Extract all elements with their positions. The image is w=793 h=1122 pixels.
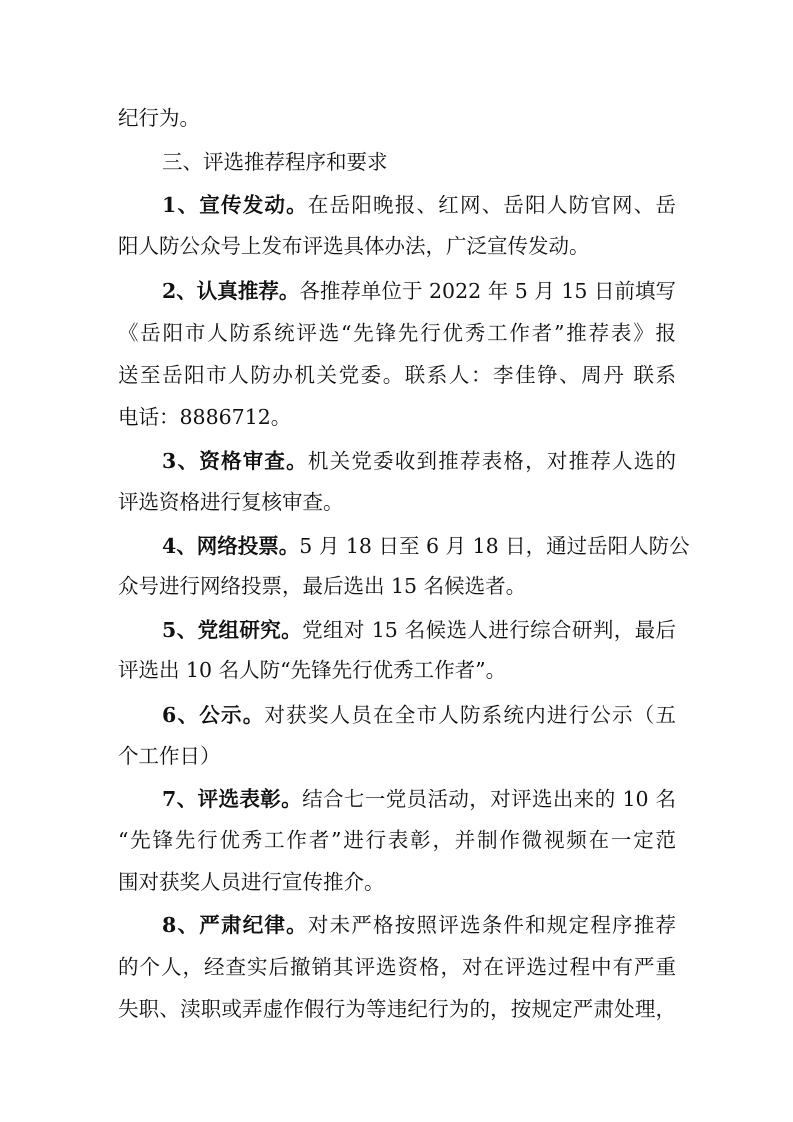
- item-2-line-3: 送至岳阳市人防办机关党委。联系人：李佳铮、周丹 联系: [118, 363, 676, 387]
- item-8-text: 对未严格按照评选条件和规定程序推荐: [307, 913, 677, 937]
- item-6-first-line: [162, 697, 676, 733]
- item-8-line-3: 失职、渎职或弄虚作假行为等违纪行为的，按规定严肃处理，: [118, 997, 676, 1021]
- item-7-line-2: “先锋先行优秀工作者”进行表彰，并制作微视频在一定范: [118, 828, 676, 852]
- item-1-first-line: [162, 187, 676, 223]
- item-2-text: 各推荐单位于 2022 年 5 月 15 日前填写: [299, 279, 677, 303]
- item-4-heading: 网络投票。: [196, 534, 300, 558]
- item-3-heading: 资格审查。: [199, 449, 308, 473]
- item-5-number: 5、: [162, 618, 198, 642]
- item-6-number: 6、: [162, 703, 200, 727]
- item-7-number: 7、: [162, 787, 198, 811]
- item-6-text: 对获奖人员在全市人防系统内进行公示（五: [264, 703, 677, 727]
- item-4-first-line: [162, 528, 690, 564]
- item-5-first-line: [162, 612, 676, 648]
- item-5-text: 党组对 15 名候选人进行综合研判，最后: [302, 618, 677, 642]
- section-heading: 三、评选推荐程序和要求: [162, 150, 388, 174]
- item-1-number: 1、: [162, 193, 200, 217]
- item-7-heading: 评选表彰。: [197, 787, 303, 811]
- item-7-first-line: [162, 781, 676, 817]
- item-7-line-3: 围对获奖人员进行宣传推介。: [118, 870, 385, 894]
- item-1-heading: 宣传发动。: [199, 193, 308, 217]
- item-2-line-2: 《岳阳市人防系统评选“先锋先行优秀工作者”推荐表》报: [118, 321, 676, 345]
- item-4-text: 5 月 18 日至 6 月 18 日，通过岳阳人防公: [299, 534, 690, 558]
- item-5-heading: 党组研究。: [197, 618, 303, 642]
- item-3-first-line: [162, 443, 676, 479]
- item-1-text: 在岳阳晚报、红网、岳阳人防官网、岳: [307, 193, 677, 217]
- item-6-heading: 公示。: [199, 703, 265, 727]
- item-2-number: 2、: [162, 279, 197, 303]
- item-1-line-2: 阳人防公众号上发布评选具体办法，广泛宣传发动。: [118, 234, 590, 258]
- item-4-number: 4、: [162, 534, 197, 558]
- item-3-text: 机关党委收到推荐表格，对推荐人选的: [307, 449, 677, 473]
- item-8-first-line: [162, 907, 676, 943]
- item-4-line-2: 众号进行网络投票，最后选出 15 名候选者。: [118, 574, 527, 598]
- item-6-line-2: 个工作日）: [118, 744, 221, 768]
- item-3-number: 3、: [162, 449, 200, 473]
- item-3-line-2: 评选资格进行复核审查。: [118, 490, 344, 514]
- item-8-heading: 严肃纪律。: [199, 913, 308, 937]
- item-8-number: 8、: [162, 913, 200, 937]
- intro-tail: 纪行为。: [118, 106, 200, 130]
- item-7-text: 结合七一党员活动，对评选出来的 10 名: [302, 787, 677, 811]
- item-8-line-2: 的个人，经查实后撤销其评选资格，对在评选过程中有严重: [118, 955, 676, 979]
- item-2-line-4: 电话：8886712。: [118, 405, 292, 429]
- item-2-heading: 认真推荐。: [196, 279, 300, 303]
- item-2-first-line: [162, 273, 676, 309]
- item-5-line-2: 评选出 10 名人防“先锋先行优秀工作者”。: [118, 658, 507, 682]
